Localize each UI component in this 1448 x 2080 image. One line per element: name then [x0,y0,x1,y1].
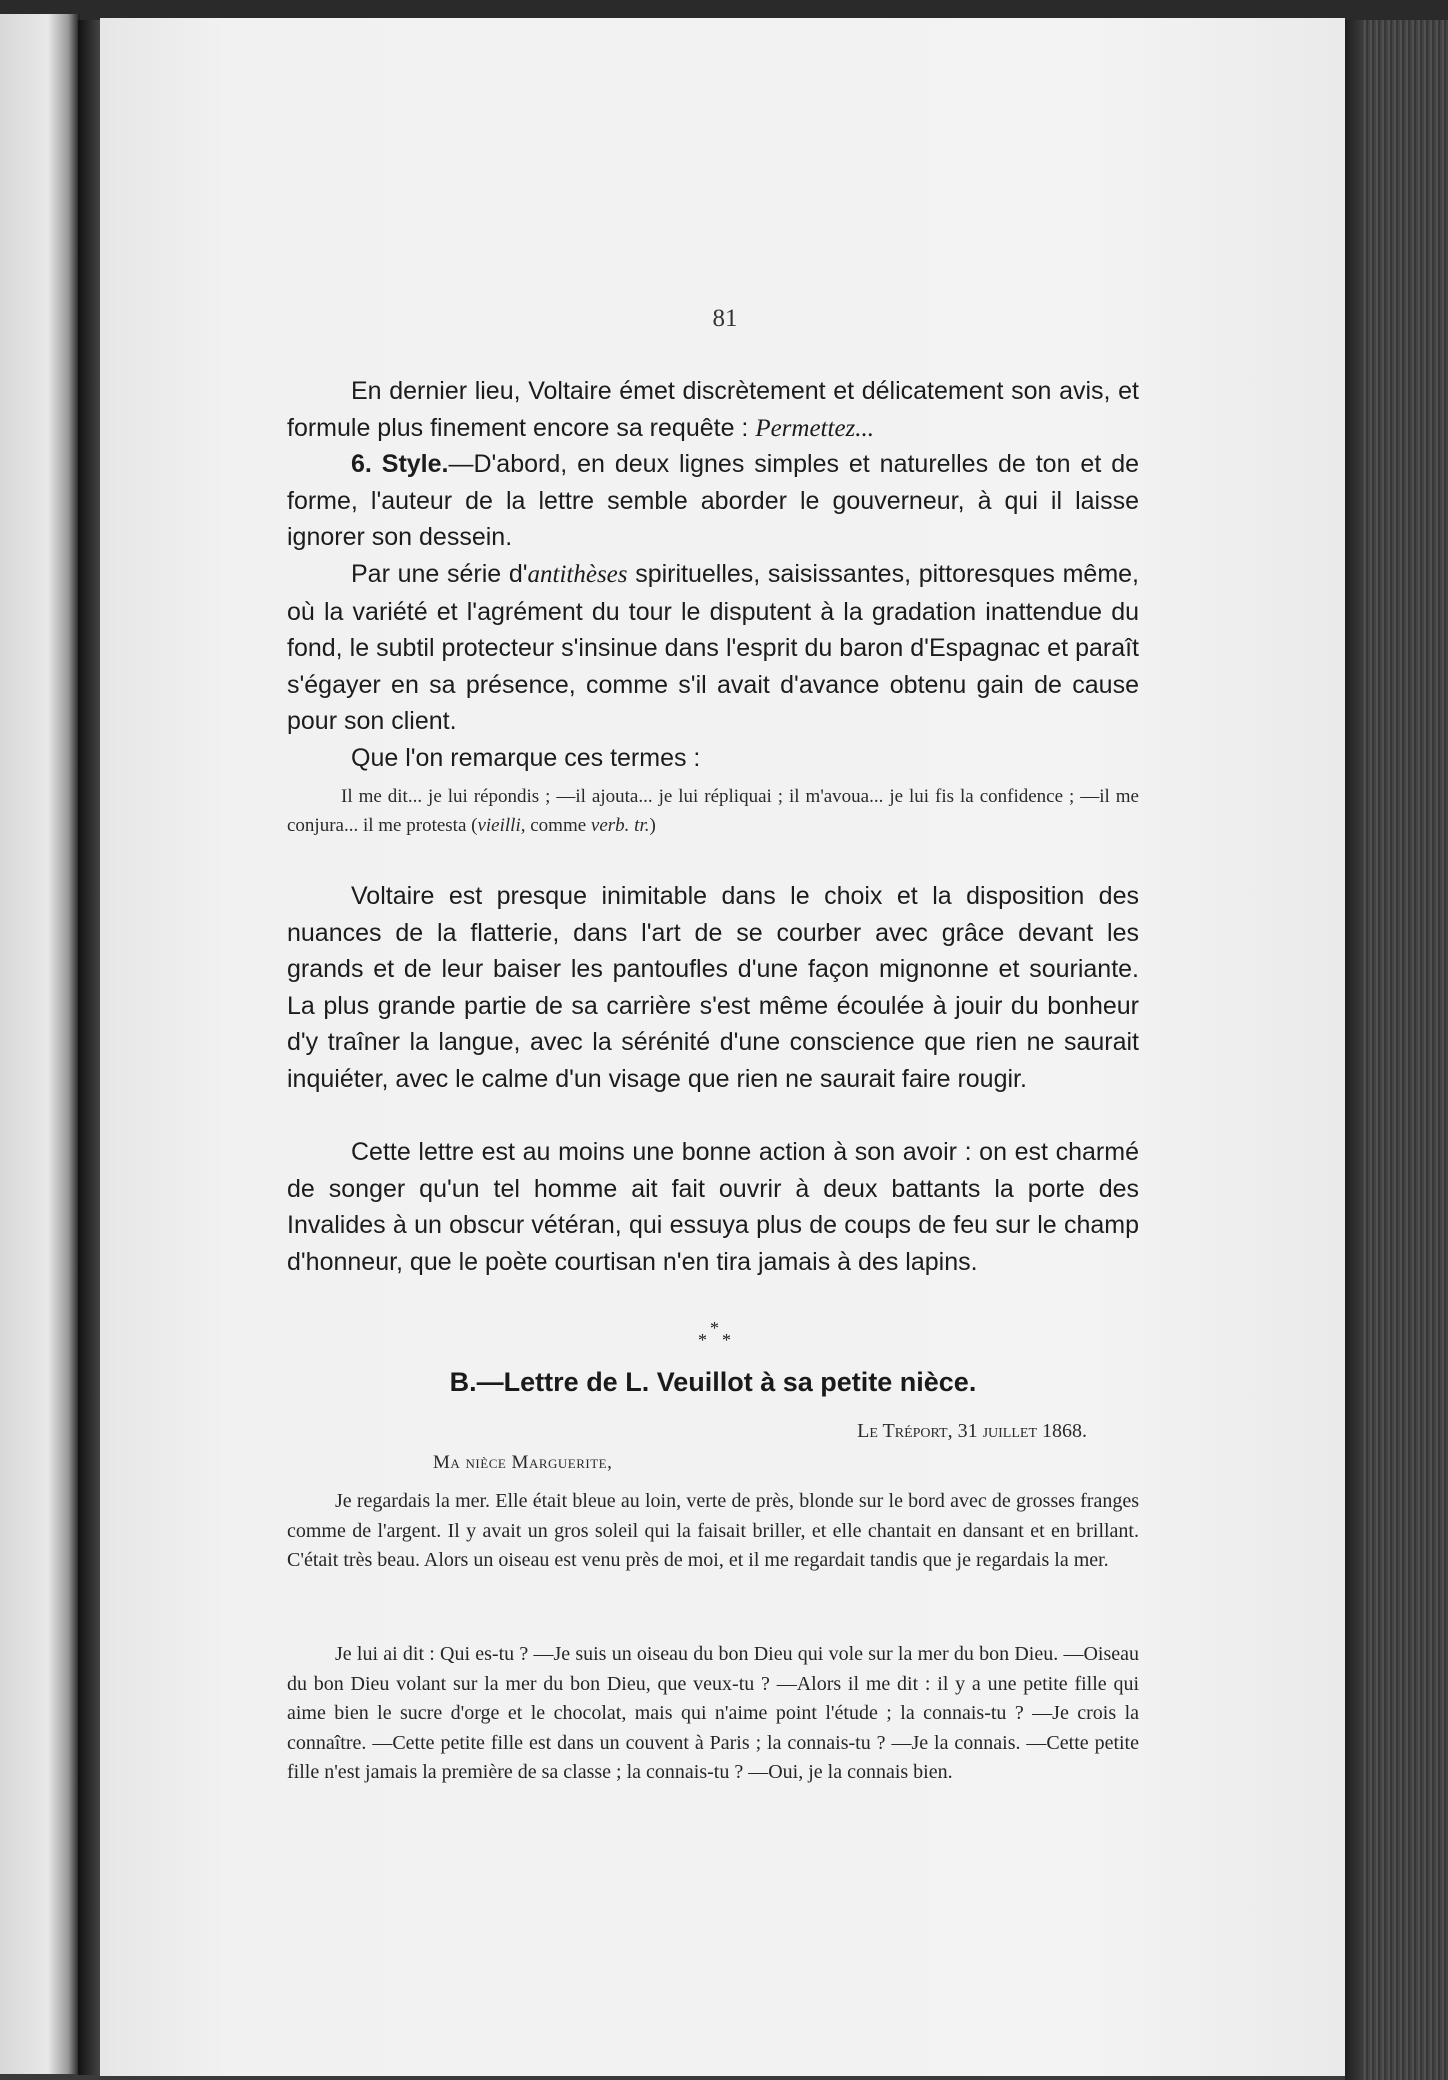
paragraph-1-text: En dernier lieu, Voltaire émet discrètement et délicatement son avis, et formule plus finement encore sa requête : [287,377,1139,442]
style-heading: 6. Style. [351,450,449,478]
quote-italic-1: vieilli [477,815,521,836]
book-edge-shadow [1345,20,1363,2080]
paragraph-2-text: —D'abord, en deux lignes simples et naturelles de ton et de forme, l'auteur de la lettre semble aborder le gouverneur, à qui il laisse ignorer son dessein. [287,450,1140,551]
paragraph-4 [287,740,1139,777]
paragraph-3-italic: antithèses [527,561,628,588]
asterism-star-left: * [698,1330,707,1350]
facing-page-edge [0,14,80,2074]
paragraph-5 [287,878,1139,1097]
paragraph-6-text: Cette lettre est au moins une bonne action à son avoir : on est charmé de songer qu'un tel homme ait fait ouvrir à deux battants la porte des Invalides à un obscur vétéran, qui essuya plus de coups de feu sur le champ d'honneur, que le poète courtisan n'en tira jamais à des lapins. [287,1138,1139,1276]
paragraph-5-text: Voltaire est presque inimitable dans le choix et la disposition des nuances de la flatterie, dans l'art de se courber avec grâce devant les grands et de leur baiser les pantoufles d'une façon mignonne et souriante. La plus grande partie de sa carrière s'est même écoulée à jouir du bonheur d'y traîner la langue, avec la sérénité d'une conscience que rien ne saurait inquiéter, avec le calme d'un visage que rien ne saurait faire rougir. [287,882,1139,1093]
paragraph-4-text: Que l'on remarque ces termes : [351,744,701,772]
scan-top-border [0,0,1448,20]
quote-italic-2: verb. tr. [590,815,650,836]
letter-place-date: Le Tréport, 31 juillet 1868. [857,1420,1087,1442]
page-number: 81 [712,305,738,332]
section-title: B.—Lettre de L. Veuillot à sa petite nièce. [449,1367,977,1397]
book-gutter [78,20,100,2075]
letter-paragraph-1: Je regardais la mer. Elle était bleue au loin, verte de près, blonde sur le bord avec de grosses franges comme de l'argent. Il y avait un gros soleil qui la faisait briller, et elle chantait en dansant et en brillant. C'était très beau. Alors un oiseau est venu près de moi, et il me regardait tandis que je regardais la mer. [287,1490,1139,1571]
asterism-star-right: * [722,1330,731,1350]
quote-end: ) [649,815,656,836]
letter-salutation: Ma nièce Marguerite, [433,1452,613,1473]
paragraph-3 [287,556,1139,740]
quote-text: Il me dit... je lui répondis ; —il ajouta... je lui répliquai ; il m'avoua... je lui fis la confidence ; —il me conjura... il me protesta ( [287,786,1139,836]
paragraph-1 [287,373,1139,447]
asterism-star-top: * [710,1318,719,1338]
quote-examples [287,782,1139,840]
paragraph-3-post: spirituelles, saisissantes, pittoresques même, où la variété et l'agrément du tour le disputent à la gradation inattendue du fond, le subtil protecteur s'insinue dans l'esprit du baron d'Espagnac et paraît s'égayer en sa présence, comme s'il avait d'avance obtenu gain de cause pour son client. [287,560,1139,735]
quote-mid: , comme [520,815,591,836]
paragraph-6 [287,1134,1139,1280]
asterism [690,1318,750,1358]
letter-paragraph-2: Je lui ai dit : Qui es-tu ? —Je suis un oiseau du bon Dieu qui vole sur la mer du bon Dieu. —Oiseau du bon Dieu volant sur la mer du bon Dieu, que veux-tu ? —Alors il me dit : il y a une petite fille qui aime bien le sucre d'orge et le chocolat, mais qui n'aime point l'étude ; la connais-tu ? —Je crois la connaître. —Cette petite fille est dans un couvent à Paris ; la connais-tu ? —Je la connais. —Cette petite fille n'est jamais la première de sa classe ; la connais-tu ? —Oui, je la connais bien. [287,1643,1139,1783]
paragraph-2 [287,446,1139,556]
paragraph-1-italic: Permettez... [755,414,875,442]
paragraph-3-pre: Par une série d' [351,560,528,588]
